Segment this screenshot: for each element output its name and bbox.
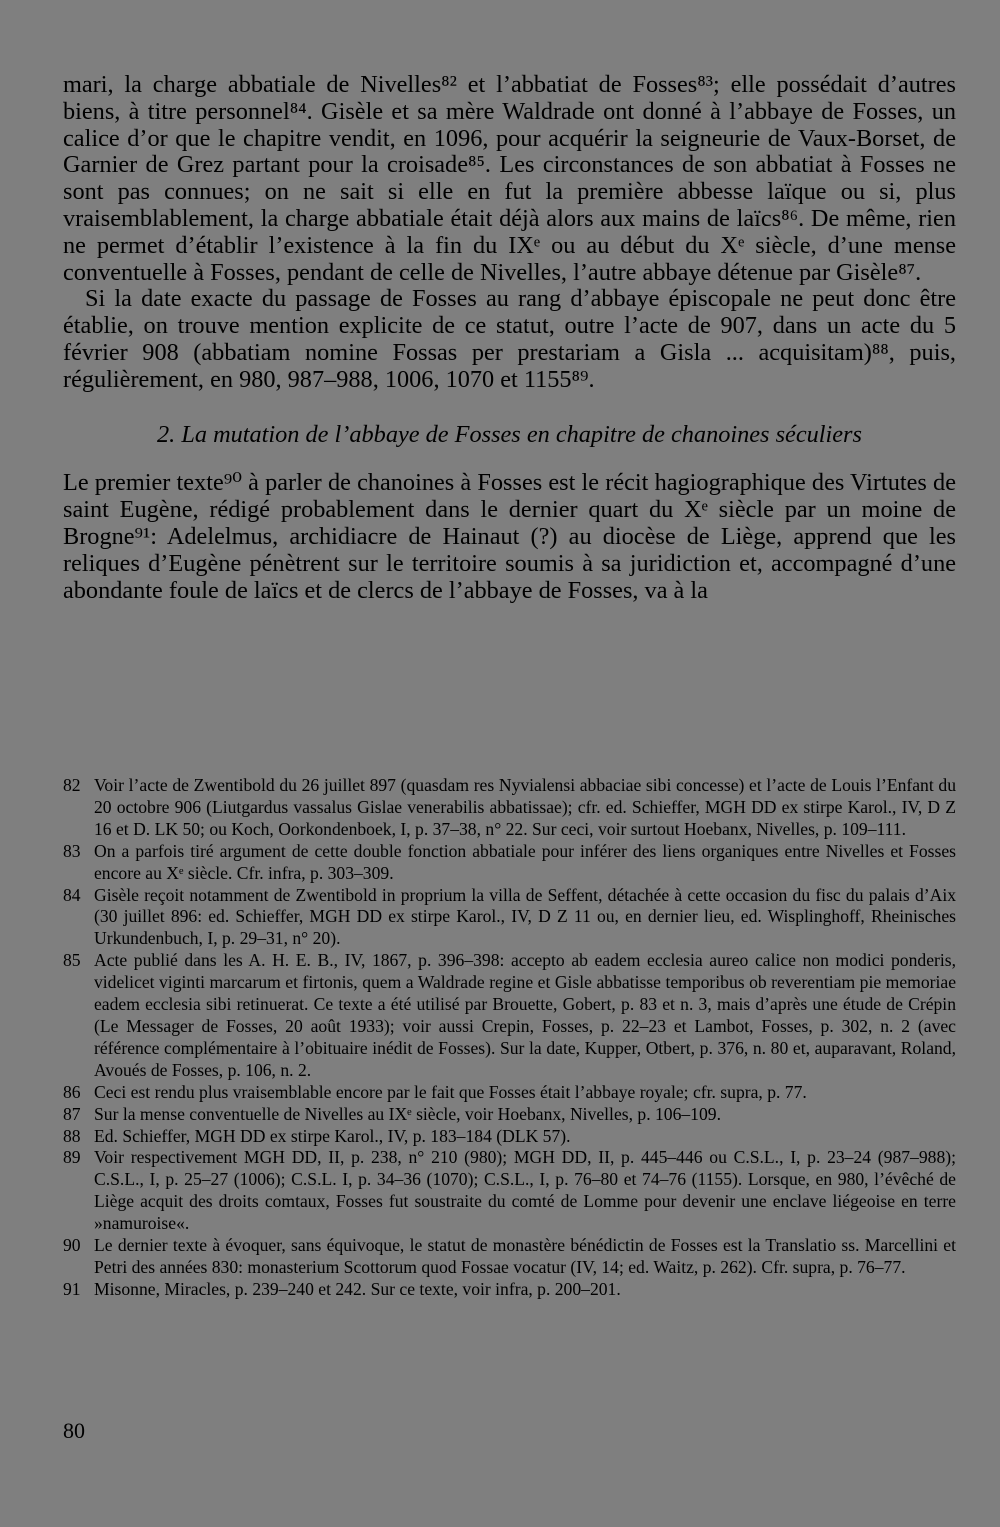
footnote-text: Ceci est rendu plus vraisemblable encore par le fait que Fosses était l’abbaye royale; cfr. supra, p. 77. [94, 1081, 807, 1102]
footnote-number: 87 [63, 1103, 81, 1124]
footnote-number: 86 [63, 1081, 81, 1102]
footnote-text: Voir l’acte de Zwentibold du 26 juillet 897 (quasdam res Nyvialensi abbaciae sibi concesse) et l’acte de Louis l’Enfant du 20 octobre 906 (Liutgardus vassalus Gislae venerabilis abbatissae); cfr. ed. Schieffer, MGH DD ex stirpe Karol., IV, D Z 16 et D. LK 50; ou Koch, Oorkondenboek, I, p. 37–38, n° 22. Sur ceci, voir surtout Hoebanx, Nivelles, p. 109–111. [94, 775, 956, 839]
footnote-number: 88 [63, 1125, 81, 1146]
footnote [63, 950, 956, 1081]
footnote-text: Voir respectivement MGH DD, II, p. 238, n° 210 (980); MGH DD, II, p. 445–446 ou C.S.L., I, p. 23–24 (987–988); C.S.L., I, p. 25–27 (1006); C.S.L. I, p. 34–36 (1070); C.S.L., I, p. 76–80 et 74–76 (1155). Lorsque, en 980, l’évêché de Liège acquit des droits comtaux, Fosses fut soustraite du comté de Lomme pour devenir une enclave liégeoise en terre »namuroise«. [94, 1147, 956, 1234]
footnote-text: Misonne, Miracles, p. 239–240 et 242. Sur ce texte, voir infra, p. 200–201. [94, 1278, 621, 1299]
footnotes [63, 775, 956, 1301]
footnote-number: 89 [63, 1147, 81, 1168]
paragraph: Si la date exacte du passage de Fosses au rang d’abbaye épiscopale ne peut donc être établie, on trouve mention explicite de ce statut, outre l’acte de 907, dans un acte du 5 février 908 (abbatiam nomine Fossas per prestariam a Gisla ... acquisitam)⁸⁸, puis, régulièrement, en 980, 987–988, 1006, 1070 et 1155⁸⁹. [63, 285, 956, 393]
footnote-text: Sur la mense conventuelle de Nivelles au IXᵉ siècle, voir Hoebanx, Nivelles, p. 106–109. [94, 1103, 721, 1124]
footnote [63, 1279, 956, 1301]
paragraph: mari, la charge abbatiale de Nivelles⁸² et l’abbatiat de Fosses⁸³; elle possédait d’autres biens, à titre personnel⁸⁴. Gisèle et sa mère Waldrade ont donné à l’abbaye de Fosses, un calice d’or que le chapitre vendit, en 1096, pour acquérir la seigneurie de Vaux-Borset, de Garnier de Grez partant pour la croisade⁸⁵. Les circonstances de son abbatiat à Fosses ne sont pas connues; on ne sait si elle en fut la première abbesse laïque ou si, plus vraisemblablement, la charge abbatiale était déjà alors aux mains de laïcs⁸⁶. De même, rien ne permet d’établir l’existence à la fin du IXᵉ ou au début du Xᵉ siècle, d’une mense conventuelle à Fosses, pendant de celle de Nivelles, l’autre abbaye détenue par Gisèle⁸⁷. [63, 71, 956, 286]
footnote [63, 1147, 956, 1235]
paragraph: Le premier texte⁹⁰ à parler de chanoines à Fosses est le récit hagiographique des Virtutes de saint Eugène, rédigé probablement dans le dernier quart du Xᵉ siècle par un moine de Brogne⁹¹: Adelelmus, archidiacre de Hainaut (?) au diocèse de Liège, apprend que les reliques d’Eugène pénètrent sur le territoire soumis à sa juridiction et, accompagné d’une abondante foule de laïcs et de clercs de l’abbaye de Fosses, va à la [63, 469, 956, 604]
footnote-number: 84 [63, 884, 81, 905]
footnote-text: Acte publié dans les A. H. E. B., IV, 1867, p. 396–398: accepto ab eadem ecclesia aureo calice non modici ponderis, videlicet viginti marcarum et firtonis, quem a Waldrade regine et Gisle abbatisse temporibus ob reverentiam pie memoriae eadem ecclesia sibi retinuerat. Ce texte a été utilisé par Brouette, Gobert, p. 83 et n. 3, mais d’après une étude de Crépin (Le Messager de Fosses, 20 août 1933); voir aussi Crepin, Fosses, p. 22–23 et Lambot, Fosses, p. 302, n. 2 (avec référence complémentaire à l’obituaire inédit de Fosses). Sur la date, Kupper, Otbert, p. 376, n. 80 et, auparavant, Roland, Avoués de Fosses, p. 106, n. 2. [94, 950, 956, 1080]
footnote [63, 1082, 956, 1104]
main-text [63, 72, 956, 604]
section-heading: 2. La mutation de l’abbaye de Fosses en chapitre de chanoines séculiers [157, 420, 862, 448]
footnote-number: 91 [63, 1278, 81, 1299]
footnote-text: Ed. Schieffer, MGH DD ex stirpe Karol., IV, p. 183–184 (DLK 57). [94, 1125, 571, 1146]
footnote [63, 885, 956, 951]
footnote-number: 90 [63, 1235, 81, 1256]
footnote [63, 775, 956, 841]
footnote [63, 1104, 956, 1126]
footnote-number: 83 [63, 840, 81, 861]
footnote [63, 841, 956, 885]
footnote-number: 82 [63, 775, 81, 795]
footnote [63, 1235, 956, 1279]
footnote [63, 1126, 956, 1148]
footnote-text: On a parfois tiré argument de cette double fonction abbatiale pour inférer des liens organiques entre Nivelles et Fosses encore au Xᵉ siècle. Cfr. infra, p. 303–309. [94, 840, 956, 883]
page-number: 80 [63, 1418, 85, 1443]
footnote-text: Gisèle reçoit notamment de Zwentibold in proprium la villa de Seffent, détachée à cette occasion du fisc du palais d’Aix (30 juillet 896: ed. Schieffer, MGH DD ex stirpe Karol., IV, D Z 11 ou, en dernier lieu, ed. Wisplinghoff, Rheinisches Urkundenbuch, I, p. 29–31, n° 20). [94, 884, 956, 949]
footnote-text: Le dernier texte à évoquer, sans équivoque, le statut de monastère bénédictin de Fosses est la Translatio ss. Marcellini et Petri des années 830: monasterium Scottorum quod Fossae vocatur (IV, 14; ed. Waitz, p. 262). Cfr. supra, p. 76–77. [94, 1235, 956, 1277]
footnote-number: 85 [63, 950, 81, 971]
